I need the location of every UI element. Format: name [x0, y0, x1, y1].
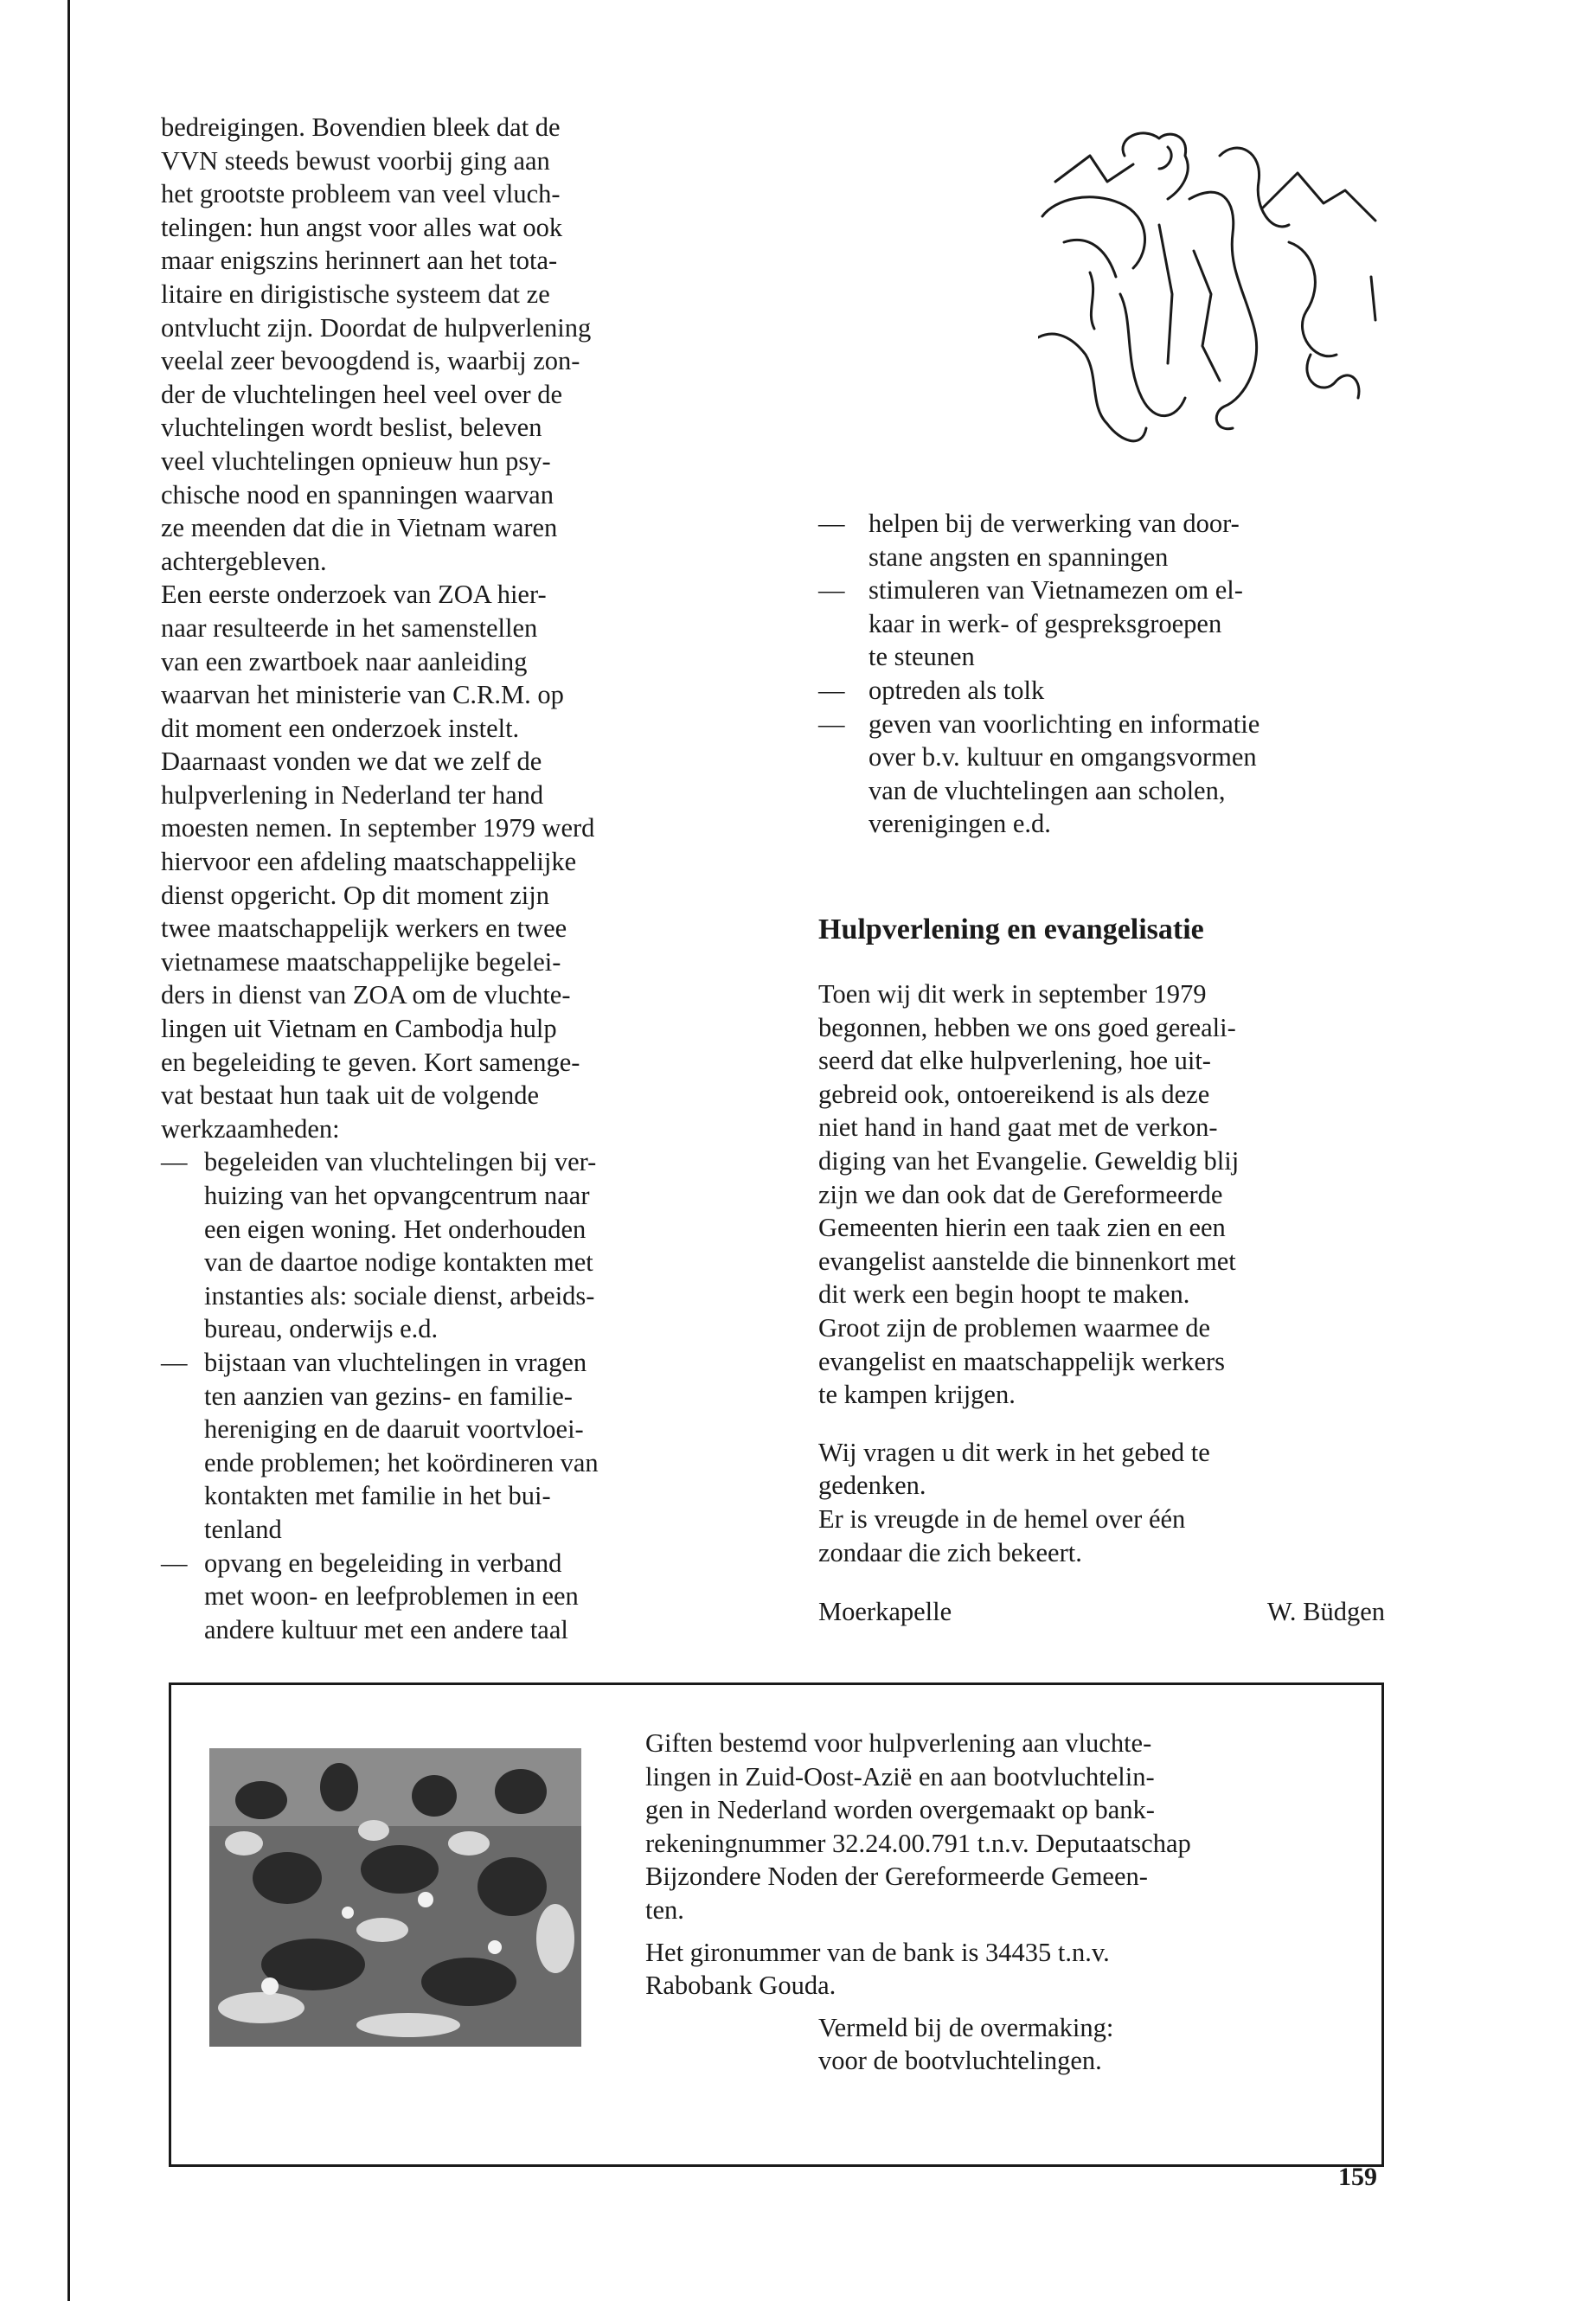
right-paragraph-1: Toen wij dit werk in september 1979 begonnen, hebben we ons goed gereali- seerd dat elke hulpverlening, hoe uit- gebreid ook, ontoereikend is als deze niet hand in hand gaat met de verkon- diging van het Evangelie. Geweldig blij zijn we dan ook dat de Gereformeerde Gemeenten hierin een taak zien en een evangelist aanstelde die binnenkort met dit werk een begin hoopt te maken.: [818, 979, 1240, 1310]
donation-box: [169, 1682, 1384, 2167]
help-tasks-list: [818, 507, 1389, 841]
list-item: — bijstaan van vluchtelingen in vragen ten aanzien van gezins- en familie- hereniging en de daaruit voortvloei- ende problemen; het koördineren van kontakten met familie in het bui- tenland: [161, 1346, 732, 1547]
donation-paragraph-1: Giften bestemd voor hulpverlening aan vluchte- lingen in Zuid-Oost-Azië en aan bootvluchtelin- gen in Nederland worden overgemaakt op bank- rekeningnummer 32.24.00.791 t.n.v. Deputaatschap Bijzondere Noden der Gereformeerde Gemeen- ten.: [645, 1728, 1191, 1925]
donation-paragraph-3: Vermeld bij de overmaking: voor de bootvluchtelingen.: [818, 2012, 1114, 2076]
right-paragraph-4: Er is vreugde in de hemel over één zondaar die zich bekeert.: [818, 1503, 1186, 1567]
signature-line: [818, 1597, 1385, 1627]
list-item: — begeleiden van vluchtelingen bij ver- huizing van het opvangcentrum naar een eigen woning. Het onderhouden van de daartoe nodige kontakten met instanties als: sociale dienst, arbeids- bureau, onderwijs e.d.: [161, 1145, 732, 1346]
place-name: Moerkapelle: [818, 1597, 952, 1626]
left-paragraph-2: Een eerste onderzoek van ZOA hier- naar resulteerde in het samenstellen van een zwartboek naar aanleiding waarvan het ministerie van C.R.M. op dit moment een onderzoek instelt.: [161, 580, 564, 743]
list-item: — optreden als tolk: [818, 674, 1389, 708]
author-name: W. Büdgen: [1266, 1597, 1385, 1626]
page-number: 159: [1338, 2163, 1377, 2191]
right-column-list: [818, 507, 1389, 841]
donation-text: [645, 1727, 1355, 2086]
tasks-list: [161, 1145, 732, 1646]
refugees-photo: [209, 1748, 581, 2047]
evangelisation-text: [818, 977, 1389, 1569]
line-drawing-illustration: [1038, 121, 1380, 476]
binding-edge-line: [67, 0, 70, 2301]
list-item: — stimuleren van Vietnamezen om el- kaar in werk- of gespreksgroepen te steunen: [818, 574, 1389, 674]
section-heading: Hulpverlening en evangelisatie: [818, 913, 1204, 945]
left-paragraph-3: Daarnaast vonden we dat we zelf de hulpverlening in Nederland ter hand moesten nemen. In september 1979 werd hiervoor een afdeling maatschappelijke dienst opgericht. Op dit moment zijn twee maatschappelijk werkers en twee vietnamese maatschappelijke begelei- ders in dienst van ZOA om de vluchte- lingen uit Vietnam en Cambodja hulp en begeleiding te geven. Kort samenge- vat bestaat hun taak uit de volgende werkzaamheden:: [161, 747, 595, 1144]
list-item: — opvang en begeleiding in verband met woon- en leefproblemen in een andere kultuur met een andere taal: [161, 1547, 732, 1647]
left-paragraph-1: bedreigingen. Bovendien bleek dat de VVN steeds bewust voorbij ging aan het grootste probleem van veel vluch- telingen: hun angst voor alles wat ook maar enigszins herinnert aan het tota- litaire en dirigistische systeem dat ze ontvlucht zijn. Doordat de hulpverlening veelal zeer bevoogdend is, waarbij zon- der de vluchtelingen heel veel over de vluchtelingen wordt beslist, beleven veel vluchtelingen opnieuw hun psy- chische nood en spanningen waarvan ze meenden dat die in Vietnam waren achtergebleven.: [161, 112, 592, 576]
right-paragraph-2: Groot zijn de problemen waarmee de evangelist en maatschappelijk werkers te kampen krijgen.: [818, 1312, 1226, 1410]
left-column: [161, 111, 732, 1646]
right-paragraph-3: Wij vragen u dit werk in het gebed te gedenken.: [818, 1437, 1210, 1501]
donation-paragraph-2: Het gironummer van de bank is 34435 t.n.v. Rabobank Gouda.: [645, 1937, 1110, 2001]
list-item: — helpen bij de verwerking van door- stane angsten en spanningen: [818, 507, 1389, 574]
list-item: — geven van voorlichting en informatie over b.v. kultuur en omgangsvormen van de vluchtelingen aan scholen, verenigingen e.d.: [818, 708, 1389, 841]
